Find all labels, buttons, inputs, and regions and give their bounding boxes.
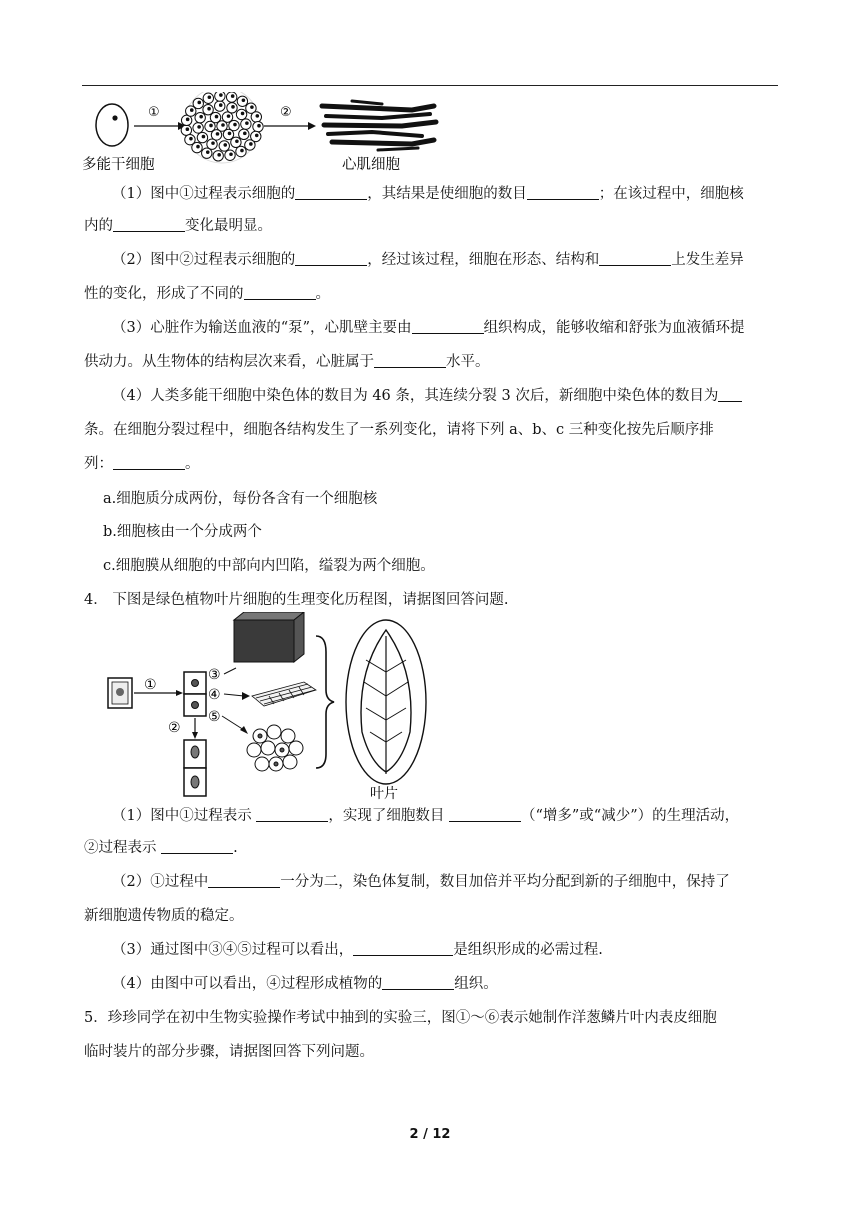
cell-cluster-nucleus	[234, 123, 237, 126]
cell-cluster-nucleus	[246, 122, 249, 125]
cell-cluster-nucleus	[197, 145, 200, 148]
cell-cluster-nucleus	[222, 124, 225, 127]
q3-p2b: 性的变化，形成了不同的 。	[84, 286, 330, 302]
answer-blank[interactable]	[412, 319, 484, 334]
q4-p1b: ②过程表示 .	[84, 840, 238, 856]
q3-option-b: b.细胞核由一个分成两个	[103, 524, 262, 540]
q5-line1: 5．珍珍同学在初中生物实验操作考试中抽到的实验三，图①～⑥表示她制作洋葱鳞片叶内表皮细胞	[84, 1010, 717, 1026]
label-leaf: 叶片	[370, 786, 398, 802]
q4-p4: （4）由图中可以看出，④过程形成植物的 组织。	[112, 976, 498, 992]
answer-blank[interactable]	[208, 873, 280, 888]
q3-p3b: 供动力。从生物体的结构层次来看，心脏属于 水平。	[84, 354, 490, 370]
cell-cluster-nucleus	[227, 115, 230, 118]
cell-cluster-nucleus	[215, 115, 218, 118]
cell-cluster-drawing	[181, 92, 263, 163]
answer-blank[interactable]	[161, 839, 233, 854]
cell-cluster-nucleus	[200, 115, 203, 118]
answer-blank[interactable]	[374, 353, 446, 368]
answer-blank[interactable]	[599, 251, 671, 266]
answer-blank[interactable]	[353, 941, 453, 956]
answer-blank[interactable]	[113, 455, 185, 470]
cell-cluster-nucleus	[224, 144, 227, 147]
answer-blank[interactable]	[295, 251, 367, 266]
cell-cluster-nucleus	[216, 133, 219, 136]
cell-cluster-nucleus	[220, 94, 223, 97]
cell-cluster-nucleus	[232, 106, 235, 109]
cell-cluster-nucleus	[202, 135, 205, 138]
cell-cluster-nucleus	[241, 112, 244, 115]
q3-p4: （4）人类多能干细胞中染色体的数目为 46 条，其连续分裂 3 次后，新细胞中染色体的数目为	[112, 386, 742, 406]
cell-cluster-nucleus	[186, 118, 189, 121]
differentiated-cells-drawing	[184, 740, 206, 796]
leaf-drawing	[346, 620, 426, 784]
step1-mark: ①	[148, 105, 160, 120]
cell-cluster-nucleus	[241, 149, 244, 152]
q4-p2: （2）①过程中 一分为二，染色体复制，数目加倍并平均分配到新的子细胞中，保持了	[112, 874, 730, 890]
answer-blank[interactable]	[718, 387, 742, 402]
cell-cluster-nucleus	[186, 128, 189, 131]
svg-text:③: ③	[208, 667, 221, 683]
q3-p3: （3）心脏作为输送血液的“泵”，心肌壁主要由 组织构成，能够收缩和舒张为血液循环提	[112, 320, 745, 336]
q4-p2b: 新细胞遗传物质的稳定。	[84, 908, 244, 924]
stem-cell-figure	[82, 92, 442, 176]
label-cardiac-cell: 心肌细胞	[342, 157, 400, 173]
tissue-block-drawing	[234, 612, 304, 662]
svg-text:⑤: ⑤	[208, 709, 221, 725]
q3-p4b: 条。在细胞分裂过程中，细胞各结构发生了一系列变化，请将下列 a、b、c 三种变化按先后顺序排	[84, 422, 714, 438]
cell-cluster-nucleus	[228, 132, 231, 135]
label-stem-cell: 多能干细胞	[82, 157, 155, 173]
q3-p1b: 内的 变化最明显。	[84, 218, 272, 234]
cell-cluster-nucleus	[208, 107, 211, 110]
cell-cluster-nucleus	[244, 132, 247, 135]
cell-cluster-nucleus	[210, 124, 213, 127]
divided-cells-drawing	[184, 672, 206, 716]
cell-cluster-nucleus	[218, 154, 221, 157]
cell-cluster-nucleus	[219, 104, 222, 107]
header-rule	[82, 85, 778, 86]
stem-cell-drawing	[96, 104, 128, 146]
answer-blank[interactable]	[244, 285, 316, 300]
answer-blank[interactable]	[113, 217, 185, 232]
cell-cluster-nucleus	[236, 140, 239, 143]
sheet-tissue-drawing	[252, 682, 316, 706]
cell-cluster-nucleus	[230, 153, 233, 156]
leaf-cell-figure	[104, 612, 428, 802]
answer-blank[interactable]	[295, 185, 367, 200]
cell-cluster-nucleus	[255, 134, 258, 137]
cell-cluster-nucleus	[212, 142, 215, 145]
svg-text:①: ①	[144, 677, 157, 693]
step2-mark: ②	[280, 105, 292, 120]
svg-text:②: ②	[168, 720, 181, 736]
answer-blank[interactable]	[449, 807, 521, 822]
cell-cluster-nucleus	[231, 95, 234, 98]
cell-cluster-nucleus	[208, 96, 211, 99]
cell-cluster-nucleus	[242, 99, 245, 102]
cell-cluster-nucleus	[198, 101, 201, 104]
cell-cluster-nucleus	[206, 151, 209, 154]
q5-line2: 临时装片的部分步骤，请据图回答下列问题。	[84, 1044, 374, 1060]
brace-drawing	[316, 636, 334, 768]
q4-p3: （3）通过图中③④⑤过程可以看出， 是组织形成的必需过程.	[112, 942, 603, 958]
cell-cluster-nucleus	[256, 115, 259, 118]
cluster-tissue-drawing	[247, 725, 303, 771]
answer-blank[interactable]	[382, 975, 454, 990]
cell-cluster-nucleus	[198, 126, 201, 129]
q3-p1: （1）图中①过程表示细胞的 ，其结果是使细胞的数目 ；在该过程中，细胞核	[112, 186, 744, 202]
cell-cluster-cell	[215, 92, 225, 101]
q3-p2: （2）图中②过程表示细胞的 ，经过该过程，细胞在形态、结构和 上发生差异	[112, 252, 744, 268]
answer-blank[interactable]	[527, 185, 599, 200]
cell-cluster-nucleus	[250, 143, 253, 146]
answer-blank[interactable]	[256, 807, 328, 822]
svg-text:④: ④	[208, 687, 221, 703]
q3-p4c: 列： 。	[84, 456, 200, 472]
q4-p1: （1）图中①过程表示 ，实现了细胞数目 （“增多”或“减少”）的生理活动，	[112, 808, 740, 824]
q4-title: 4． 下图是绿色植物叶片细胞的生理变化历程图，请据图回答问题.	[84, 592, 509, 608]
cell-cluster-nucleus	[190, 137, 193, 140]
cell-cluster-nucleus	[251, 106, 254, 109]
page-number: 2 / 12	[409, 1127, 451, 1142]
cell-cluster-nucleus	[190, 109, 193, 112]
cardiac-cells-drawing	[322, 101, 436, 150]
q3-option-a: a.细胞质分成两份，每份各含有一个细胞核	[103, 491, 378, 507]
cell-cluster-nucleus	[258, 124, 261, 127]
q3-option-c: c.细胞膜从细胞的中部向内凹陷，缢裂为两个细胞。	[103, 558, 435, 574]
